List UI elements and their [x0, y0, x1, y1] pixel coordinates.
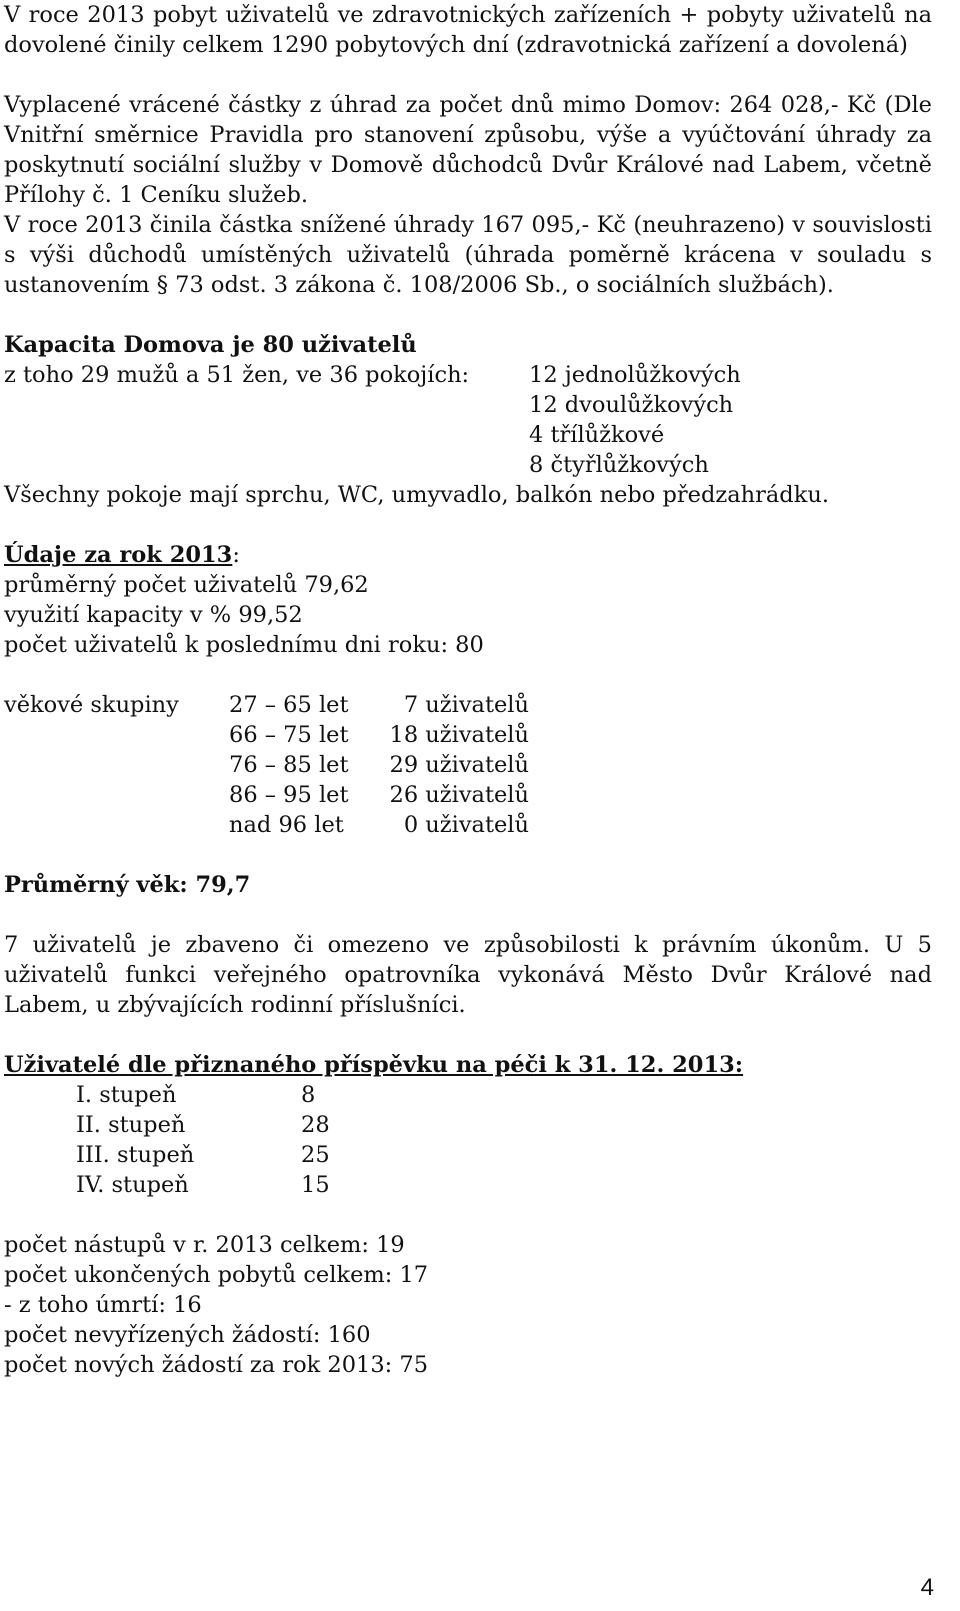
age-range: 27 – 65 let — [229, 692, 349, 718]
age-range: nad 96 let — [229, 812, 344, 838]
care-degree: I. stupeň — [76, 1082, 177, 1108]
care-allowance-row — [4, 1110, 932, 1140]
stat-line: počet ukončených pobytů celkem: 17 — [4, 1262, 429, 1288]
year-data-line: využití kapacity v % 99,52 — [4, 602, 303, 628]
age-count: 26 uživatelů — [389, 782, 529, 808]
stat-line: - z toho úmrtí: 16 — [4, 1292, 202, 1318]
care-degree: IV. stupeň — [76, 1172, 189, 1198]
care-count: 28 — [301, 1112, 330, 1138]
care-count: 25 — [301, 1142, 330, 1168]
capacity-row — [4, 450, 932, 480]
age-group-row — [4, 810, 932, 840]
age-range: 66 – 75 let — [229, 722, 349, 748]
care-count: 15 — [301, 1172, 330, 1198]
age-count: 0 uživatelů — [403, 812, 529, 838]
year-data-line: průměrný počet uživatelů 79,62 — [4, 572, 369, 598]
stat-line: počet nových žádostí za rok 2013: 75 — [4, 1352, 429, 1378]
care-allowance-row — [4, 1080, 932, 1110]
stat-line: počet nevyřízených žádostí: 160 — [4, 1322, 371, 1348]
care-allowance-row — [4, 1170, 932, 1200]
age-range: 76 – 85 let — [229, 752, 349, 778]
age-group-row — [4, 690, 932, 720]
paragraph-reduced-payment: V roce 2013 činila částka snížené úhrady 167 095,- Kč (neuhrazeno) v souvislosti s výši důchodů umístěných uživatelů (úhrada poměrně krácena v souladu s ustanovením § 73 odst. 3 zákona č. 108/2006 Sb., o sociálních službách). — [4, 212, 932, 298]
paragraph-hospital-stays: V roce 2013 pobyt uživatelů ve zdravotnických zařízeních + pobyty uživatelů na dovolené činily celkem 1290 pobytových dní (zdravotnická zařízení a dovolená) — [4, 2, 932, 58]
year-data-heading: Údaje za rok 2013: — [4, 542, 240, 568]
capacity-label: z toho 29 mužů a 51 žen, ve 36 pokojích: — [4, 362, 470, 388]
age-count: 18 uživatelů — [389, 722, 529, 748]
age-range: 86 – 95 let — [229, 782, 349, 808]
capacity-row — [4, 420, 932, 450]
capacity-row — [4, 390, 932, 420]
age-group-row — [4, 750, 932, 780]
room-type: 12 jednolůžkových — [529, 362, 741, 388]
document-page — [4, 0, 932, 1380]
age-groups-label: věkové skupiny — [4, 692, 179, 718]
care-allowance-row — [4, 1140, 932, 1170]
rooms-note: Všechny pokoje mají sprchu, WC, umyvadlo, balkón nebo předzahrádku. — [4, 482, 829, 508]
care-degree: II. stupeň — [76, 1112, 186, 1138]
capacity-heading: Kapacita Domova je 80 uživatelů — [4, 332, 417, 358]
stat-line: počet nástupů v r. 2013 celkem: 19 — [4, 1232, 405, 1258]
average-age: Průměrný věk: 79,7 — [4, 872, 251, 898]
room-type: 12 dvoulůžkových — [529, 392, 734, 418]
age-group-row — [4, 720, 932, 750]
age-count: 29 uživatelů — [389, 752, 529, 778]
care-degree: III. stupeň — [76, 1142, 195, 1168]
paragraph-refunds: Vyplacené vrácené částky z úhrad za počet dnů mimo Domov: 264 028,- Kč (Dle Vnitřní směrnice Pravidla pro stanovení způsobu, výše a vyúčtování úhrady za poskytnutí sociální služby v Domově důchodců Dvůr Králové nad Labem, včetně Přílohy č. 1 Ceníku služeb. — [4, 92, 932, 208]
age-count: 7 uživatelů — [403, 692, 529, 718]
care-allowance-heading: Uživatelé dle přiznaného příspěvku na péči k 31. 12. 2013: — [4, 1052, 744, 1078]
room-type: 8 čtyřlůžkových — [529, 452, 709, 478]
page-number: 4 — [920, 1574, 934, 1601]
year-data-line: počet uživatelů k poslednímu dni roku: 80 — [4, 632, 484, 658]
care-count: 8 — [301, 1082, 316, 1108]
paragraph-legal-capacity: 7 uživatelů je zbaveno či omezeno ve způsobilosti k právním úkonům. U 5 uživatelů funkci veřejného opatrovníka vykonává Město Dvůr Králové nad Labem, u zbývajících rodinní příslušníci. — [4, 932, 932, 1018]
room-type: 4 třílůžkové — [529, 422, 665, 448]
age-group-row — [4, 780, 932, 810]
capacity-row — [4, 360, 932, 390]
